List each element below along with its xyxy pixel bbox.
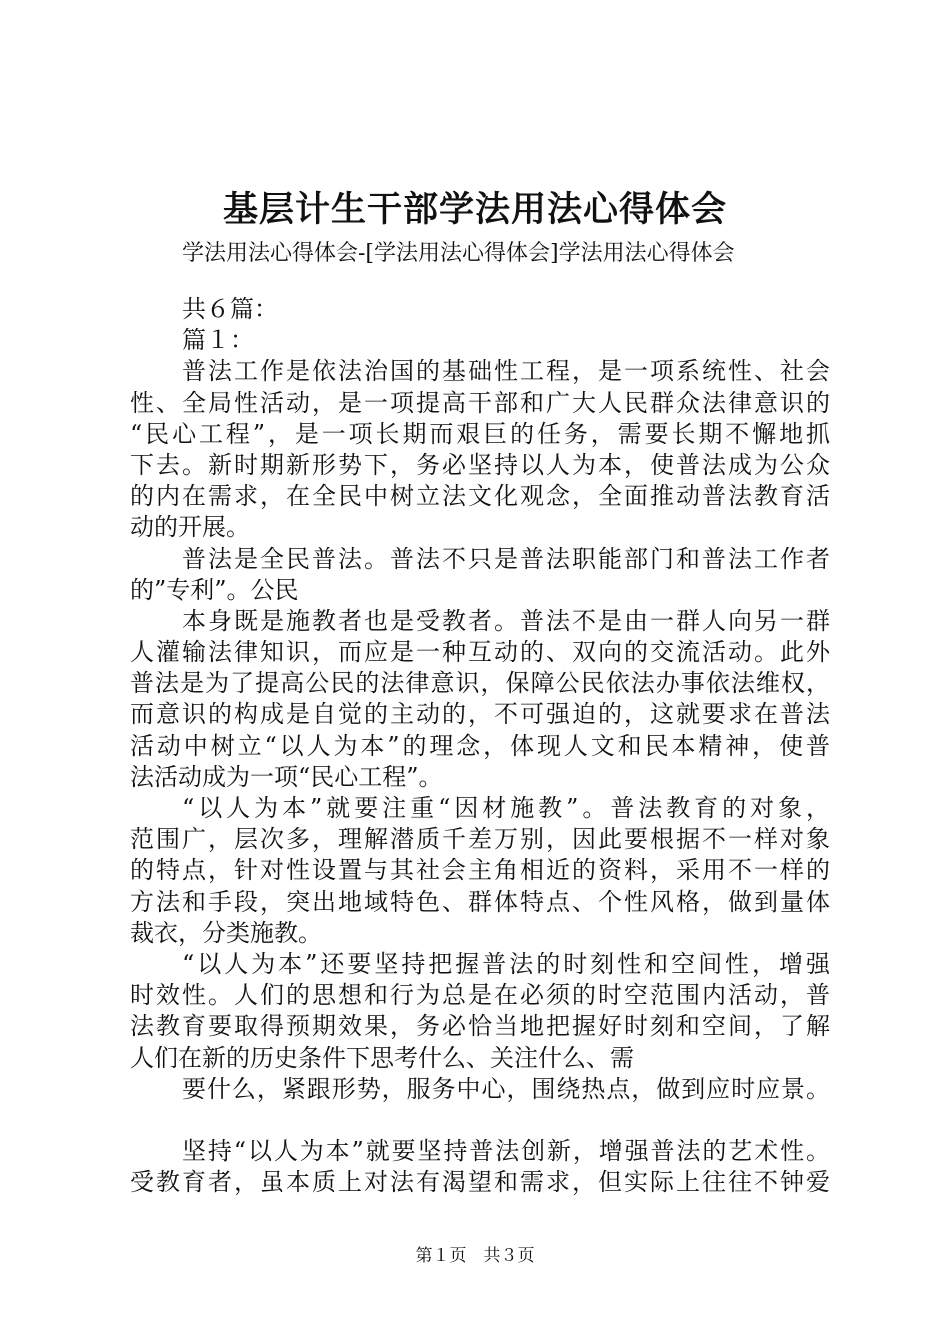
body-line: 下去。新时期新形势下，务必坚持以人为本，使普法成为公众 — [130, 450, 830, 479]
body-line: 篇１： — [182, 326, 254, 355]
body-line: 普法是全民普法。普法不只是普法职能部门和普法工作者 — [182, 544, 830, 573]
body-line: 人灌输法律知识，而应是一种互动的、双向的交流活动。此外 — [130, 638, 830, 667]
body-line: 活动中树立“以人为本”的理念，体现人文和民本精神，使普 — [130, 731, 830, 760]
body-line: 动的开展。 — [130, 513, 250, 542]
body-line: 的”专利”。公民 — [130, 575, 299, 604]
body-line: 要什么，紧跟形势，服务中心，围绕热点，做到应时应景。 — [182, 1074, 830, 1103]
body-line: “以人为本”还要坚持把握普法的时刻性和空间性，增强 — [182, 949, 830, 978]
body-line: 的内在需求，在全民中树立法文化观念，全面推动普法教育活 — [130, 482, 830, 511]
body-line: 人们在新的历史条件下思考什么、关注什么、需 — [130, 1043, 634, 1072]
body-line: 共６篇： — [182, 295, 278, 323]
body-line: 裁衣，分类施教。 — [130, 918, 322, 947]
document-subtitle: 学法用法心得体会-[学法用法心得体会]学法用法心得体会 — [182, 241, 735, 266]
document-body — [130, 294, 830, 1198]
body-line: 的特点，针对性设置与其社会主角相近的资料，采用不一样的 — [130, 856, 830, 885]
body-line: 普法工作是依法治国的基础性工程，是一项系统性、社会 — [182, 357, 830, 386]
page-footer: 第１页 共３页 — [415, 1246, 535, 1266]
body-line: 普法是为了提高公民的法律意识，保障公民依法办事依法维权， — [130, 669, 830, 698]
body-line: “以人为本”就要注重“因材施教”。普法教育的对象， — [182, 794, 830, 822]
body-line: “民心工程”，是一项长期而艰巨的任务，需要长期不懈地抓 — [130, 419, 830, 448]
body-line: 本身既是施教者也是受教者。普法不是由一群人向另一群 — [182, 606, 830, 635]
paragraph-gap — [130, 1105, 830, 1136]
body-line: 时效性。人们的思想和行为总是在必须的时空范围内活动，普 — [130, 981, 830, 1010]
body-line: 而意识的构成是自觉的主动的，不可强迫的，这就要求在普法 — [130, 700, 830, 729]
document-title: 基层计生干部学法用法心得体会 — [222, 189, 727, 230]
body-line: 法活动成为一项“民心工程”。 — [130, 762, 443, 791]
body-line: 坚持“以人为本”就要坚持普法创新，增强普法的艺术性。 — [182, 1137, 830, 1166]
body-line: 方法和手段，突出地域特色、群体特点、个性风格，做到量体 — [130, 887, 830, 916]
body-line: 范围广，层次多，理解潜质千差万别，因此要根据不一样对象 — [130, 825, 830, 854]
body-line: 受教育者，虽本质上对法有渴望和需求，但实际上往往不钟爱 — [130, 1168, 830, 1197]
body-line: 法教育要取得预期效果，务必恰当地把握好时刻和空间，了解 — [130, 1012, 830, 1041]
body-line: 性、全局性活动，是一项提高干部和广大人民群众法律意识的 — [130, 388, 830, 417]
